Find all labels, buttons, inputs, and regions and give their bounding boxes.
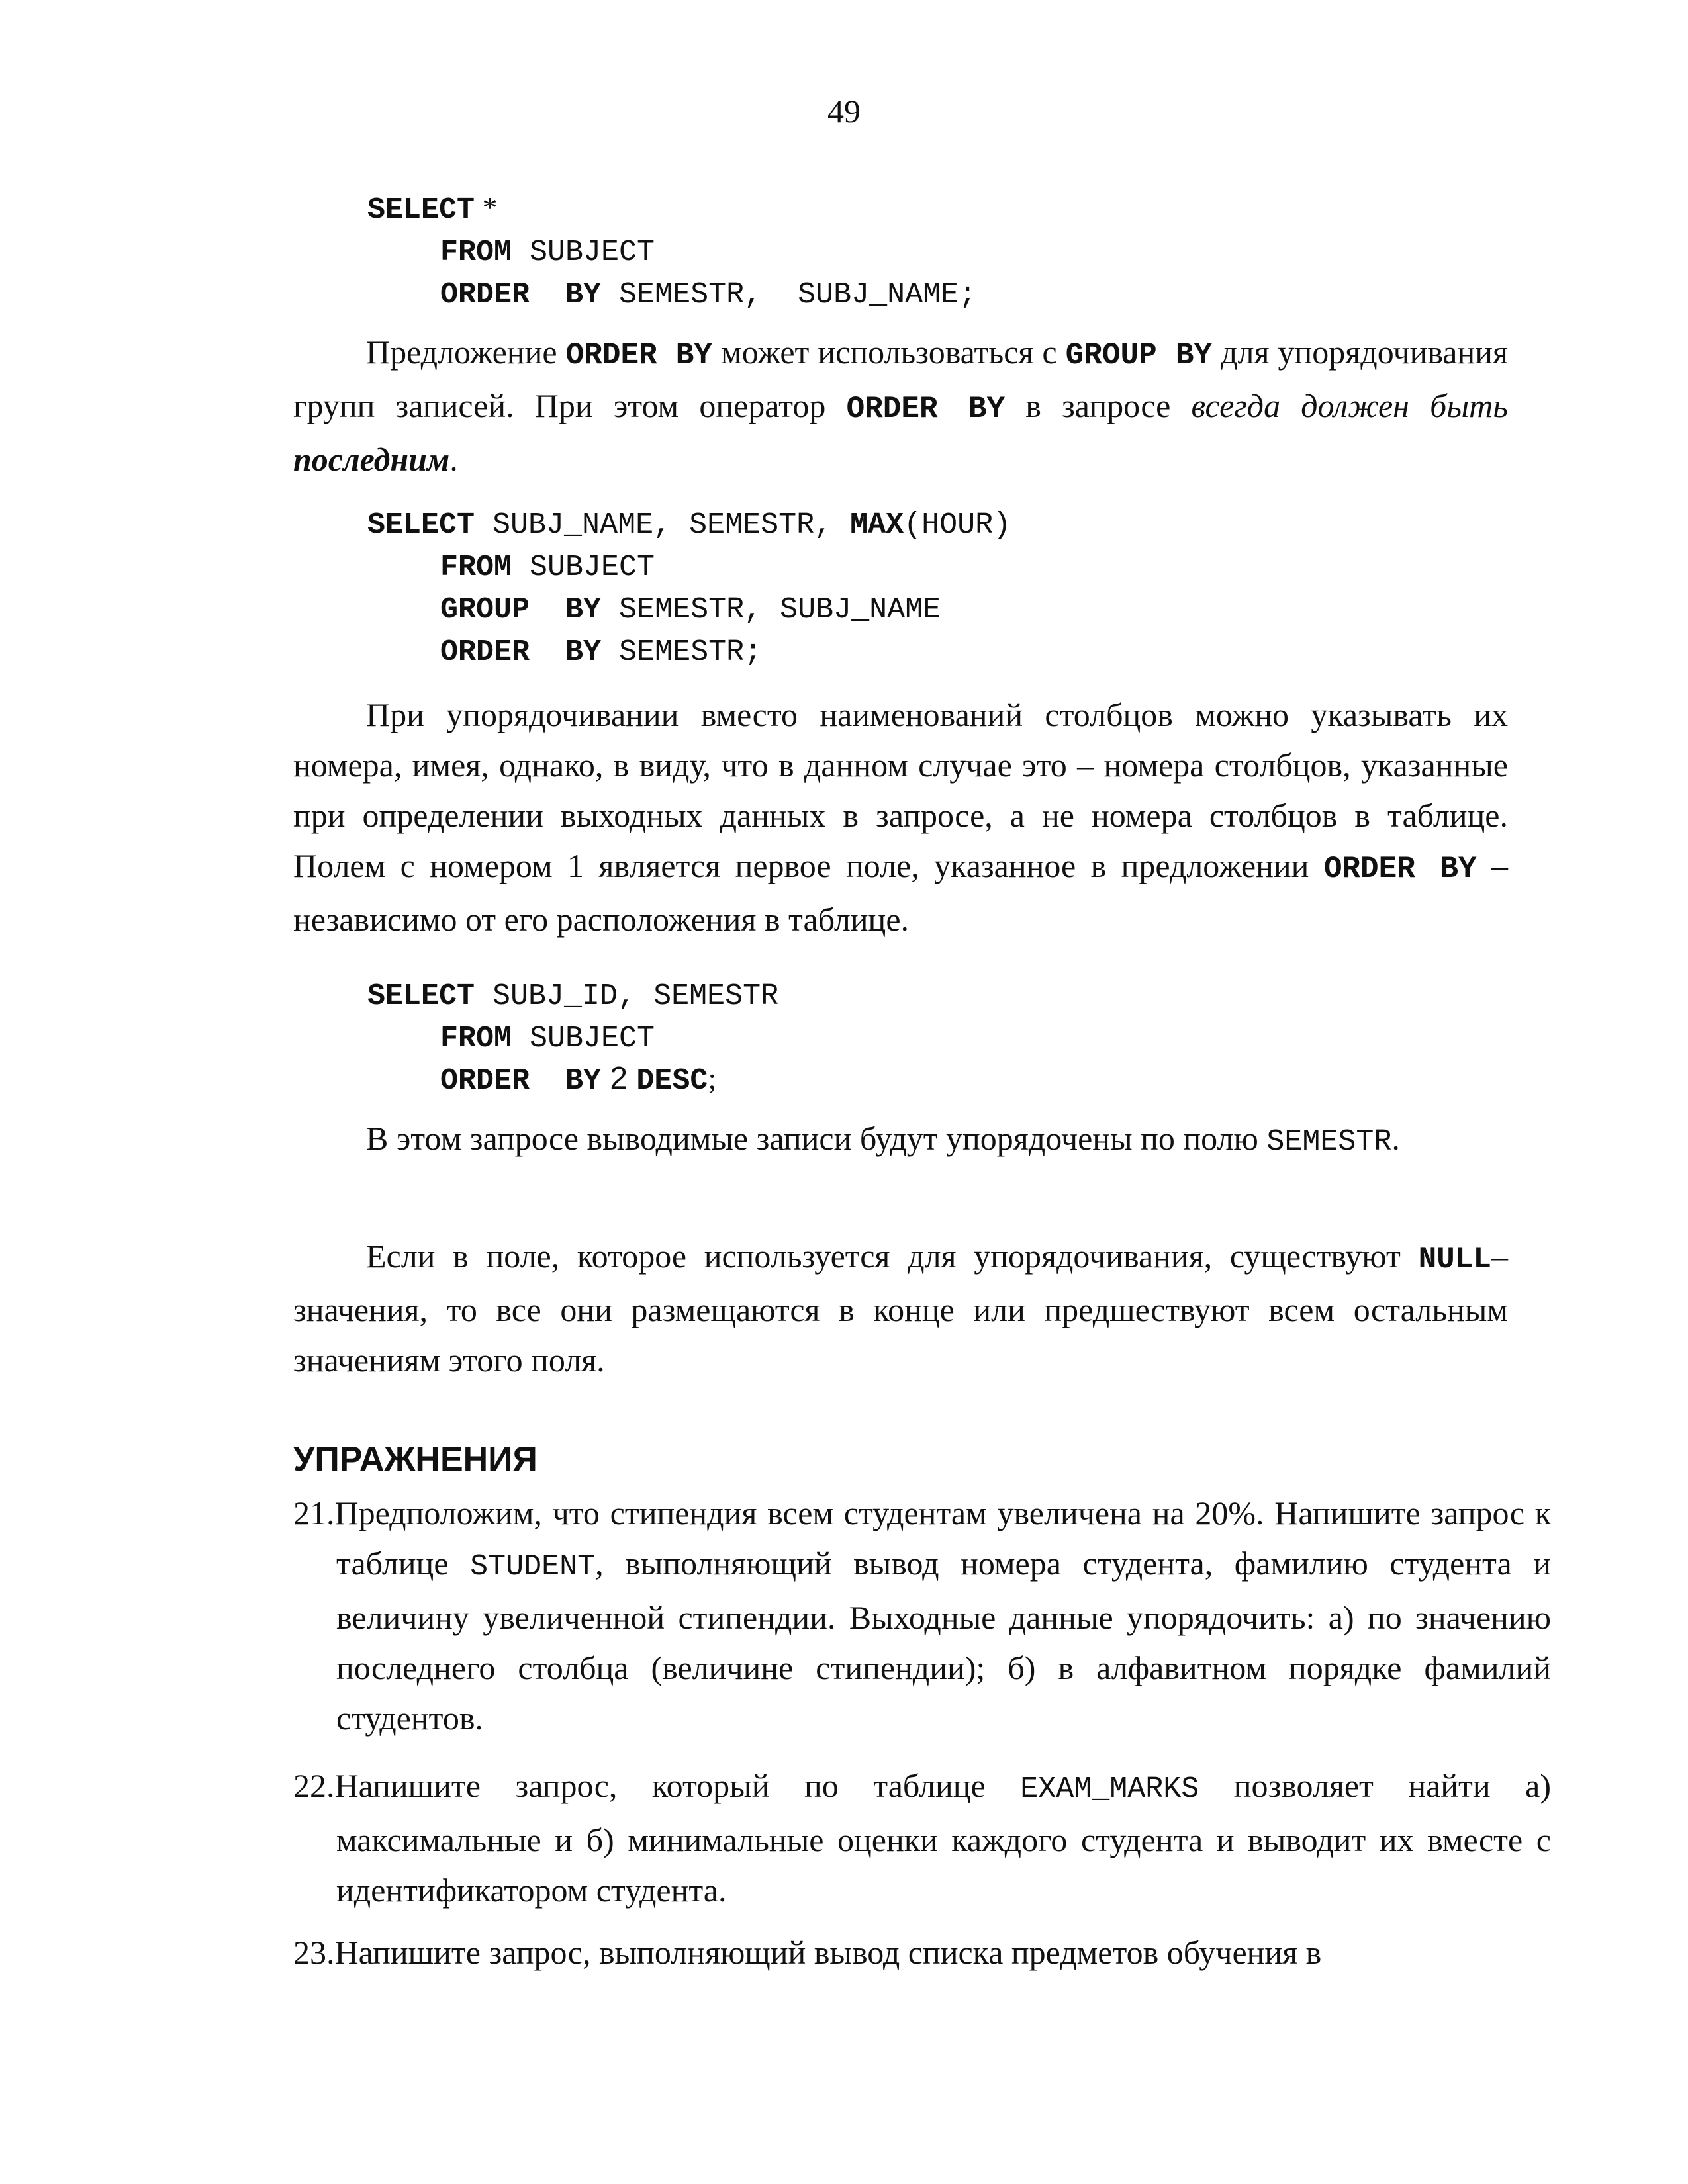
sql-keyword: FROM <box>440 1022 512 1056</box>
text: Если в поле, которое используется для упорядочивания, существуют <box>366 1238 1419 1275</box>
sql-keyword: ORDER BY <box>565 338 713 373</box>
code-line <box>367 973 778 1015</box>
sql-keyword: FROM <box>440 551 512 584</box>
bold-italic-text: последним <box>293 441 450 478</box>
sql-keyword: NULL <box>1418 1242 1491 1277</box>
sql-keyword: ORDER BY <box>440 278 602 312</box>
page-number: 49 <box>827 93 861 130</box>
exercise-21 <box>293 1488 1551 1743</box>
paragraph-desc-result <box>293 1113 1508 1167</box>
sql-keyword: SELECT <box>367 508 475 542</box>
sql-keyword: SELECT <box>367 193 475 227</box>
italic-text: всегда должен быть <box>1191 387 1509 424</box>
sql-keyword: GROUP BY <box>1065 338 1213 373</box>
code-line <box>367 1058 778 1100</box>
code-identifier: STUDENT <box>470 1550 596 1584</box>
paragraph-order-by-group-by <box>293 327 1508 484</box>
text: в запросе <box>1005 387 1192 424</box>
code-text: SEMESTR, SUBJ_NAME <box>601 593 941 627</box>
code-block-order-by <box>367 187 976 314</box>
section-heading-exercises: УПРАЖНЕНИЯ <box>293 1440 538 1479</box>
code-line <box>367 502 1011 544</box>
sql-keyword: ORDER BY <box>1323 852 1477 886</box>
text: Предложение <box>366 334 566 371</box>
code-line <box>367 271 976 314</box>
text: может использоваться с <box>712 334 1066 371</box>
sql-keyword: ORDER BY <box>440 1064 602 1098</box>
sql-keyword: ORDER BY <box>846 392 1006 426</box>
sql-keyword: MAX <box>850 508 904 542</box>
code-text: SUBJ_ID, SEMESTR <box>475 979 779 1013</box>
sql-keyword: FROM <box>440 236 512 269</box>
paragraph-null-values <box>293 1231 1508 1385</box>
code-identifier: EXAM_MARKS <box>1020 1772 1199 1806</box>
text: . <box>449 441 458 478</box>
code-block-group-by <box>367 502 1011 671</box>
sql-keyword: GROUP BY <box>440 593 602 627</box>
code-text: SUBJ_NAME, SEMESTR, <box>475 508 851 542</box>
code-text: (HOUR) <box>904 508 1011 542</box>
text: , выполняющий вывод номера студента, фамилию студента и величину увеличенной стипендии. Выходные данные упорядочить: а) по значению последнего столбца (величине стипендии); б) в алфавитном порядке фамилий студентов. <box>336 1545 1551 1737</box>
text: Предположим, что стипендия всем студентам увеличена на 20%. Напишите запрос к таблице <box>334 1494 1551 1582</box>
text: Напишите запрос, который по таблице <box>334 1767 1021 1804</box>
code-line <box>367 586 1011 629</box>
text: – независимо от его расположения в таблице. <box>293 847 1508 938</box>
code-line <box>367 544 1011 586</box>
code-text: SUBJECT <box>512 236 655 269</box>
code-text: * <box>475 191 498 224</box>
text: . <box>1391 1120 1400 1157</box>
exercise-23 <box>293 1927 1551 1978</box>
text: для упорядочивания групп записей. При этом оператор <box>293 334 1508 424</box>
code-line <box>367 187 976 229</box>
code-line <box>367 629 1011 671</box>
text: В этом запросе выводимые записи будут упорядочены по полю <box>366 1120 1267 1157</box>
code-text: ; <box>708 1062 717 1095</box>
sql-keyword: DESC <box>636 1064 708 1098</box>
paragraph-column-numbers <box>293 690 1508 944</box>
code-block-desc <box>367 973 778 1100</box>
code-line <box>367 1015 778 1058</box>
exercise-number: 23. <box>293 1934 335 1971</box>
exercise-22 <box>293 1760 1551 1915</box>
code-line <box>367 229 976 271</box>
code-text: SEMESTR; <box>601 635 763 669</box>
exercise-number: 21. <box>293 1494 335 1531</box>
code-text: SEMESTR, SUBJ_NAME; <box>601 278 977 312</box>
text: позволяет найти а) максимальные и б) минимальные оценки каждого студента и выводит их вместе с идентификатором студента. <box>336 1767 1551 1909</box>
exercise-number: 22. <box>293 1767 335 1804</box>
code-identifier: SEMESTR <box>1266 1125 1392 1159</box>
sql-keyword: ORDER BY <box>440 635 602 669</box>
code-number: 2 <box>601 1061 637 1096</box>
text: Напишите запрос, выполняющий вывод списка предметов обучения в <box>334 1934 1322 1971</box>
sql-keyword: SELECT <box>367 979 475 1013</box>
text: При упорядочивании вместо наименований столбцов можно указывать их номера, имея, однако, в виду, что в данном случае это – номера столбцов, указанные при определении выходных данных в запросе, а не номера столбцов в таблице. Полем с номером 1 является первое поле, указанное в предложении <box>293 696 1508 884</box>
code-text: SUBJECT <box>512 551 655 584</box>
text: –значения, то все они размещаются в конце или предшествуют всем остальным значениям этого поля. <box>293 1238 1508 1379</box>
code-text: SUBJECT <box>512 1022 655 1056</box>
